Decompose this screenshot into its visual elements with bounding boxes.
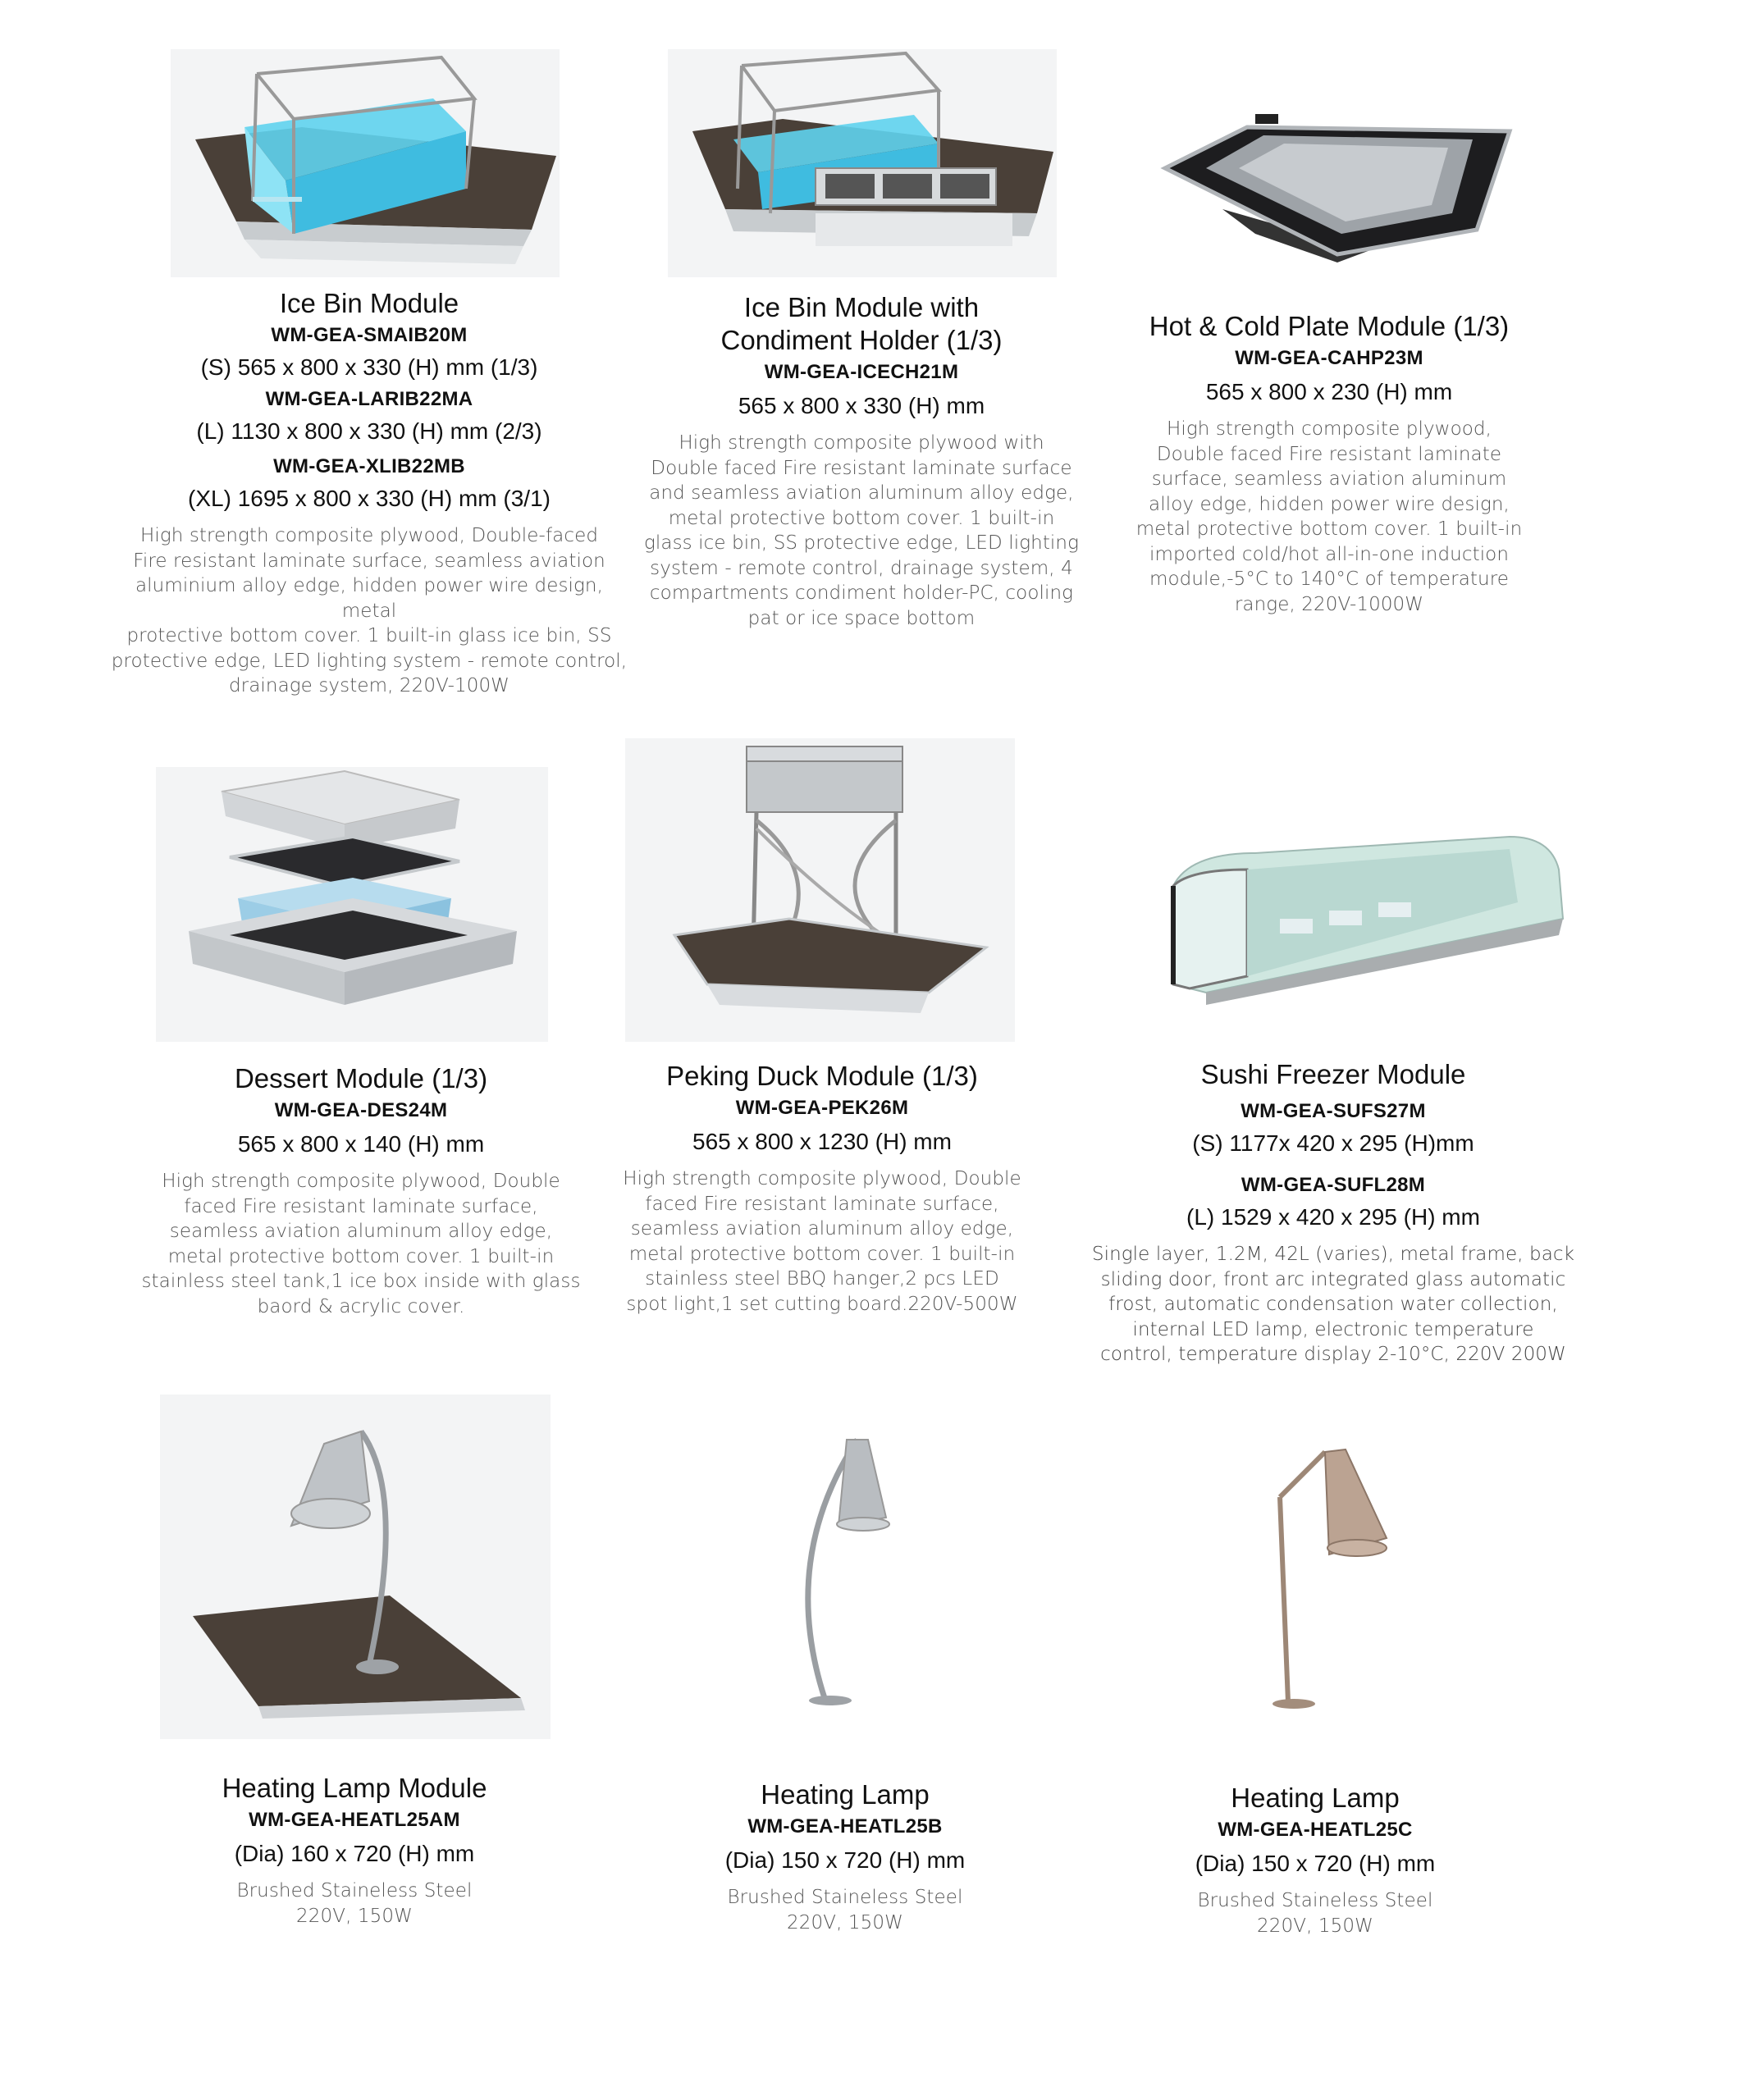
product-dimensions: (S) 565 x 800 x 330 (H) mm (1/3) bbox=[200, 354, 538, 380]
product-title: Heating Lamp Module bbox=[222, 1773, 487, 1803]
product-code: WM-GEA-HEATL25AM bbox=[249, 1809, 460, 1831]
product-dimensions: (XL) 1695 x 800 x 330 (H) mm (3/1) bbox=[188, 486, 551, 511]
product-dimensions: 565 x 800 x 140 (H) mm bbox=[237, 1131, 485, 1157]
product-dimensions: (Dia) 150 x 720 (H) mm bbox=[724, 1847, 966, 1873]
product-card-hot-cold-plate bbox=[1067, 310, 1592, 617]
product-description: High strength composite plywood, Double-faced Fire resistant laminate surface, seamless aviation aluminium alloy edge, hidden power wire design, metal protective bottom cover. 1 built-in glass ice bin, SS protective edge, LED lighting system - remote control, drainage system, 220V-100W bbox=[111, 525, 628, 696]
product-code: WM-GEA-SMAIB20M bbox=[271, 324, 468, 346]
product-card-ice-bin-condiment bbox=[599, 291, 1124, 631]
product-dimensions: 565 x 800 x 1230 (H) mm bbox=[692, 1129, 952, 1154]
product-dimensions: (Dia) 160 x 720 (H) mm bbox=[234, 1841, 475, 1866]
product-title: Sushi Freezer Module bbox=[1200, 1059, 1466, 1089]
product-code: WM-GEA-SUFS27M bbox=[1241, 1100, 1426, 1122]
product-dimensions: (Dia) 150 x 720 (H) mm bbox=[1195, 1851, 1436, 1876]
product-description: Single layer, 1.2M, 42L (varies), metal frame, back sliding door, front arc integrated glass automatic frost, automatic condensation water collection, internal LED lamp, electronic temperature control, temperature display 2-10°C, 220V 200W bbox=[1091, 1244, 1575, 1365]
product-code: WM-GEA-HEATL25C bbox=[1218, 1819, 1413, 1841]
product-card-sushi-freezer bbox=[1071, 1058, 1596, 1367]
product-card-heating-lamp-module bbox=[92, 1772, 617, 1929]
heating-lamp-c-image bbox=[1263, 1440, 1411, 1710]
dessert-module-image bbox=[156, 767, 548, 1042]
product-description: High strength composite plywood, Double faced Fire resistant laminate surface, seamless aviation aluminum alloy edge, metal protective bottom cover. 1 built-in stainless steel tank,1 ice box inside with glass baord & acrylic cover. bbox=[141, 1171, 581, 1317]
product-title: Heating Lamp bbox=[761, 1779, 930, 1810]
heating-lamp-module-image bbox=[160, 1395, 551, 1739]
product-dimensions: 565 x 800 x 330 (H) mm bbox=[738, 393, 985, 418]
product-description: Brushed Staineless Steel 220V, 150W bbox=[1197, 1890, 1433, 1937]
product-card-heating-lamp-c bbox=[1053, 1782, 1578, 1938]
product-title: Hot & Cold Plate Module (1/3) bbox=[1149, 311, 1510, 341]
product-description: High strength composite plywood, Double faced Fire resistant laminate surface, seamless aviation aluminum alloy edge, metal protective bottom cover. 1 built-in stainless steel BBQ hanger,2 pcs LED spot light,1 set cutting board.220V-500W bbox=[623, 1168, 1021, 1315]
product-title: Peking Duck Module (1/3) bbox=[666, 1061, 978, 1091]
ice-bin-condiment-image bbox=[668, 49, 1057, 277]
heating-lamp-b-image bbox=[788, 1427, 902, 1706]
product-dimensions: (S) 1177x 420 x 295 (H)mm bbox=[1192, 1130, 1474, 1156]
product-title: Ice Bin Module with Condiment Holder (1/3) bbox=[720, 292, 1003, 355]
sushi-freezer-image bbox=[1157, 820, 1567, 1017]
product-code: WM-GEA-HEATL25B bbox=[747, 1815, 943, 1838]
product-code: WM-GEA-XLIB22MB bbox=[273, 455, 465, 477]
product-code: WM-GEA-ICECH21M bbox=[764, 361, 959, 383]
product-description: Brushed Staineless Steel 220V, 150W bbox=[236, 1880, 473, 1927]
product-description: High strength composite plywood with Double faced Fire resistant laminate surface and seamless aviation aluminum alloy edge, metal protective bottom cover. 1 built-in glass ice bin, SS protective edge, LED lighting system - remote control, drainage system, 4 compartments condiment holder-PC, cooling pat or ice space bottom bbox=[643, 432, 1080, 629]
product-code: WM-GEA-PEK26M bbox=[735, 1097, 909, 1119]
product-card-heating-lamp-b bbox=[583, 1778, 1108, 1935]
product-card-peking-duck bbox=[560, 1060, 1085, 1317]
hot-cold-plate-image bbox=[1149, 45, 1526, 283]
product-card-dessert bbox=[98, 1062, 624, 1319]
product-dimensions: (L) 1130 x 800 x 330 (H) mm (2/3) bbox=[196, 418, 542, 444]
product-code: WM-GEA-CAHP23M bbox=[1235, 347, 1423, 369]
product-dimensions: 565 x 800 x 230 (H) mm bbox=[1205, 379, 1453, 404]
peking-duck-module-image bbox=[625, 738, 1015, 1042]
ice-bin-module-image bbox=[171, 49, 560, 277]
product-code: WM-GEA-SUFL28M bbox=[1241, 1174, 1426, 1196]
product-code: WM-GEA-LARIB22MA bbox=[265, 388, 473, 410]
product-dimensions: (L) 1529 x 420 x 295 (H) mm bbox=[1186, 1204, 1480, 1230]
product-title: Heating Lamp bbox=[1231, 1783, 1400, 1813]
product-description: Brushed Staineless Steel 220V, 150W bbox=[727, 1887, 963, 1933]
product-card-ice-bin bbox=[107, 287, 632, 699]
product-code: WM-GEA-DES24M bbox=[274, 1099, 448, 1121]
product-title: Ice Bin Module bbox=[279, 288, 459, 318]
product-title: Dessert Module (1/3) bbox=[234, 1063, 488, 1093]
product-description: High strength composite plywood, Double faced Fire resistant laminate surface, seamless aviation aluminum alloy edge, hidden power wire design, metal protective bottom cover. 1 built-in imported cold/hot all-in-one induction module,-5°C to 140°C of temperature range, 220V-1000W bbox=[1135, 418, 1523, 615]
